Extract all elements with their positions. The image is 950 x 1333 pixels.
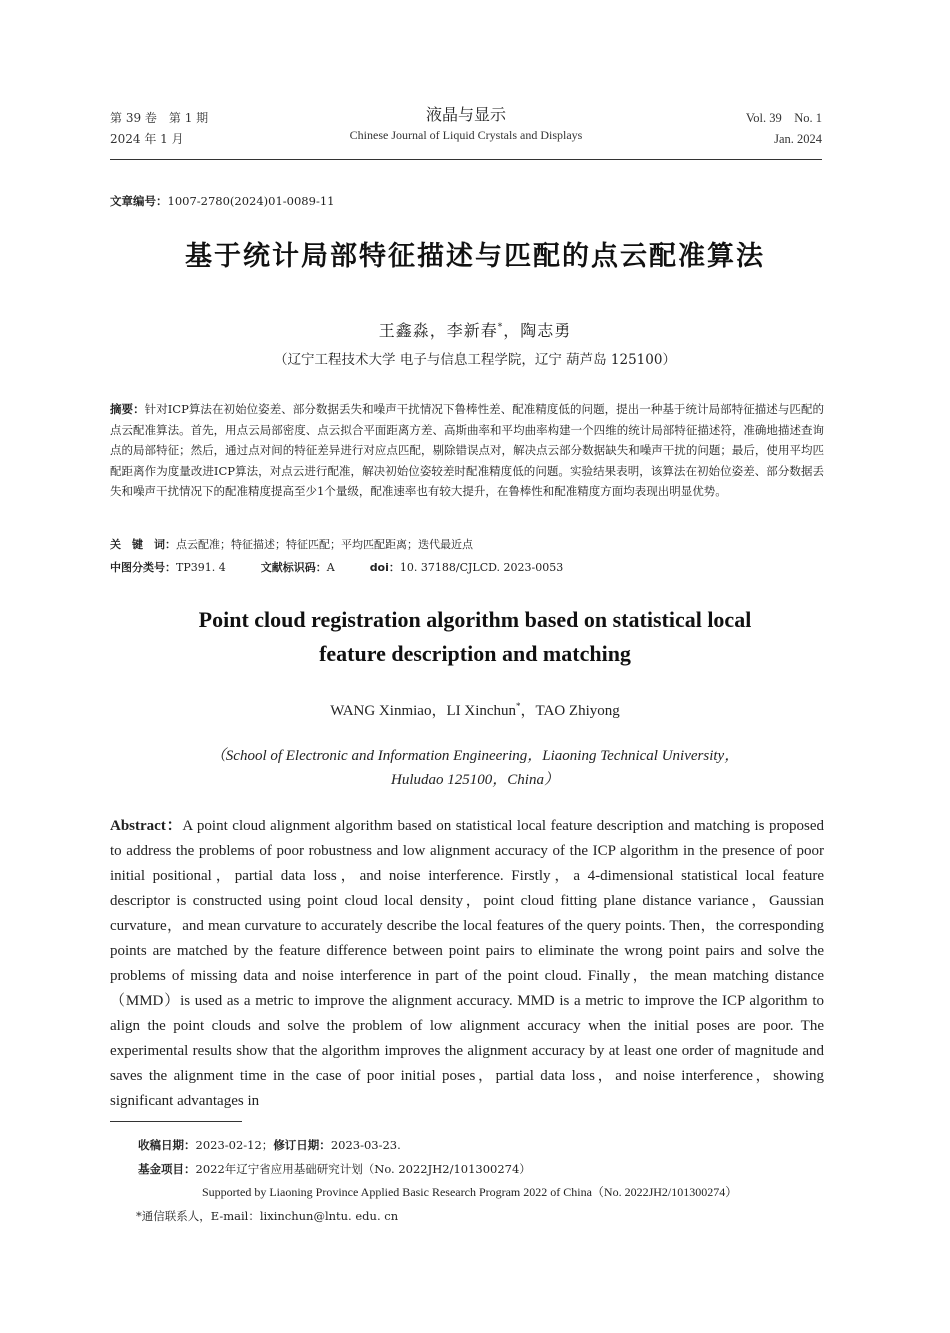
journal-header	[110, 104, 822, 160]
article-number-value: 1007-2780(2024)01-0089-11	[167, 194, 335, 208]
date-line: 2024 年 1 月	[110, 132, 184, 146]
clc-value: TP391. 4	[176, 561, 226, 574]
footnote-divider	[110, 1121, 242, 1122]
title-en	[0, 603, 950, 671]
authors-cn-part2: ，陶志勇	[503, 321, 572, 340]
received-value: 2023-02-12；	[195, 1138, 274, 1152]
footnotes	[138, 1134, 737, 1228]
abstract-cn-label: 摘要：	[110, 402, 145, 416]
journal-name-cn: 液晶与显示	[425, 105, 506, 124]
dates-footnote	[138, 1134, 737, 1158]
abstract-en-text: A point cloud alignment algorithm based on statistical local feature description and matching is proposed to address the problems of poor robustness and low alignment accuracy of the ICP algorithm in the presence of poor initial positional，partial data loss，and noise interference. Firstly，a 4-dimensional statistical local feature descriptor is constructed using point cloud local density，point cloud fitting plane distance variance，Gaussian curvature，and mean curvature to accurately describe the local features of the query points. Then，the corresponding points are matched by the feature difference between point pairs to eliminate the wrong point pairs and solve the problems of missing data and noise interference in part of the point cloud. Finally，the mean matching distance（MMD）is used as a metric to improve the alignment accuracy. MMD is a metric to improve the ICP algorithm to align the point clouds and solve the problem of low alignment accuracy when the initial poses are poor. The experimental results show that the algorithm improves the alignment accuracy by at least one order of magnitude and saves the alignment time in the case of poor initial poses，partial data loss，and noise interference，showing significant advantages in	[110, 818, 824, 1109]
doi-label: doi：	[369, 561, 400, 574]
corresponding-mark: *	[497, 322, 504, 333]
volume-issue-line: 第 39 卷 第 1 期	[110, 111, 209, 125]
keywords-cn	[110, 536, 473, 552]
classification-line	[110, 559, 563, 575]
doc-code-label: 文献标识码：	[260, 561, 327, 574]
volume-issue-en	[746, 108, 822, 150]
volume-issue-line-en: Vol. 39 No. 1	[745, 111, 822, 125]
clc-label: 中图分类号：	[110, 561, 176, 574]
affiliation-en	[0, 744, 950, 792]
keywords-cn-label: 关 键 词：	[110, 538, 176, 551]
affiliation-en-line2: Huludao 125100，China）	[391, 772, 559, 788]
keywords-cn-text: 点云配准；特征描述；特征匹配；平均匹配距离；迭代最近点	[176, 538, 473, 551]
date-line-en: Jan. 2024	[774, 132, 822, 146]
affiliation-en-line1: （School of Electronic and Information Engineering，Liaoning Technical University，	[210, 748, 740, 764]
authors-cn-part1: 王鑫淼，李新春	[378, 321, 498, 340]
title-en-line2: feature description and matching	[319, 641, 631, 666]
article-number	[110, 193, 334, 209]
fund-en: Supported by Liaoning Province Applied Basic Research Program 2022 of China（No. 2022JH2/101300274）	[202, 1185, 738, 1199]
authors-cn	[0, 318, 950, 341]
received-label: 收稿日期：	[138, 1138, 196, 1152]
abstract-cn	[110, 399, 824, 502]
title-cn: 基于统计局部特征描述与匹配的点云配准算法	[185, 241, 765, 272]
journal-name	[110, 104, 822, 144]
abstract-en	[110, 814, 824, 1114]
corresponding-mark-en: *	[516, 701, 521, 711]
abstract-cn-text: 针对ICP算法在初始位姿差、部分数据丢失和噪声干扰情况下鲁棒性差、配准精度低的问题，提出一种基于统计局部特征描述与匹配的点云配准算法。首先，用点云局部密度、点云拟合平面距离方差、高斯曲率和平均曲率构建一个四维的统计局部特征描述符，准确地描述查询点的局部特征；然后，通过点对间的特征差异进行对应点匹配，剔除错误点对，解决点云部分数据缺失和噪声干扰的问题；最后，使用平均匹配距离作为度量改进ICP算法，对点云进行配准，解决初始位姿较差时配准精度低的问题。实验结果表明，该算法在初始位姿差、部分数据丢失和噪声干扰情况下的配准精度提高至少1个量级，配准速率也有较大提升，在鲁棒性和配准精度方面均表现出明显优势。	[110, 402, 825, 499]
revised-label: 修订日期：	[273, 1138, 331, 1152]
fund-cn: 2022年辽宁省应用基础研究计划（No. 2022JH2/101300274）	[195, 1161, 531, 1176]
article-number-label: 文章编号：	[110, 194, 168, 208]
authors-en-part2: ，TAO Zhiyong	[520, 703, 620, 719]
authors-en	[0, 699, 950, 720]
doc-code-value: A	[326, 561, 335, 574]
doi-value: 10. 37188/CJLCD. 2023-0053	[399, 561, 564, 574]
affiliation-cn: （辽宁工程技术大学 电子与信息工程学院，辽宁 葫芦岛 125100）	[274, 352, 676, 368]
fund-footnote	[138, 1158, 737, 1182]
fund-label: 基金项目：	[138, 1161, 196, 1176]
revised-value: 2023-03-23.	[330, 1138, 401, 1152]
authors-en-part1: WANG Xinmiao，LI Xinchun	[330, 703, 517, 719]
abstract-en-label: Abstract：	[110, 818, 183, 834]
title-en-line1: Point cloud registration algorithm based on statistical local	[198, 607, 752, 632]
journal-name-en: Chinese Journal of Liquid Crystals and Displays	[349, 128, 583, 142]
corresponding-author: *通信联系人，E-mail：lixinchun@lntu. edu. cn	[136, 1208, 399, 1223]
